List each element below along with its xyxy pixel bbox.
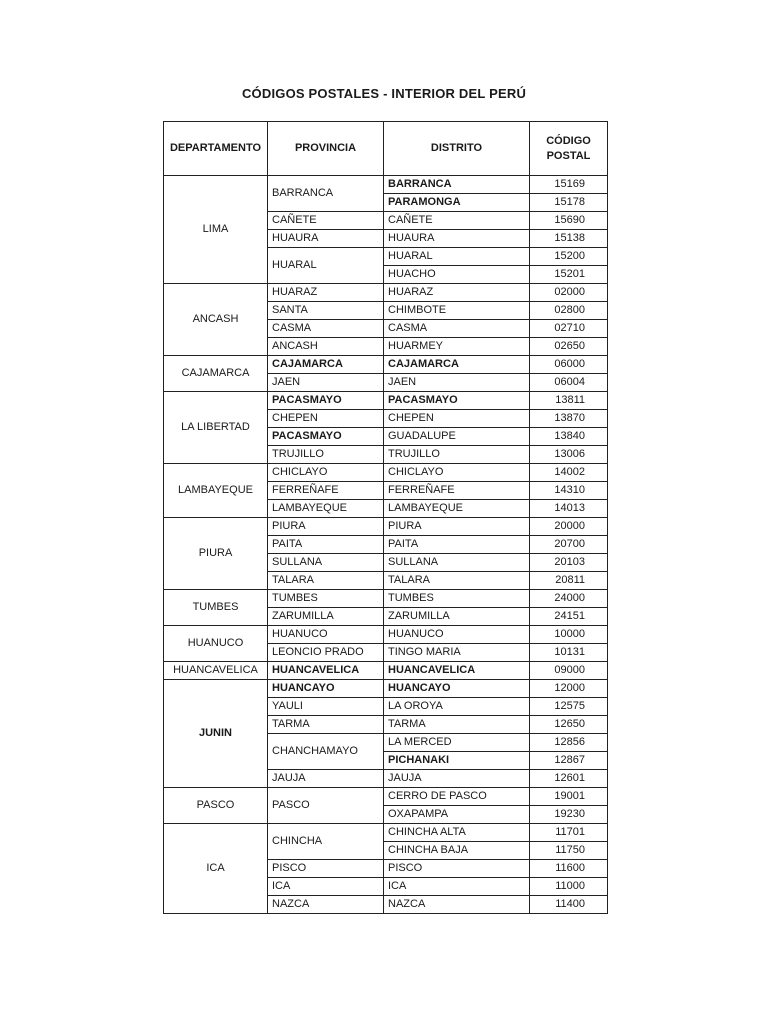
cell-provincia: BARRANCA xyxy=(268,176,384,212)
cell-distrito: CERRO DE PASCO xyxy=(384,788,530,806)
cell-codigo-postal: 13811 xyxy=(530,392,608,410)
cell-distrito: OXAPAMPA xyxy=(384,806,530,824)
cell-departamento: LAMBAYEQUE xyxy=(164,464,268,518)
cell-departamento: HUANCAVELICA xyxy=(164,662,268,680)
cell-departamento: PASCO xyxy=(164,788,268,824)
cell-provincia: ANCASH xyxy=(268,338,384,356)
cell-distrito: PACASMAYO xyxy=(384,392,530,410)
cell-departamento: ICA xyxy=(164,824,268,914)
cell-distrito: HUACHO xyxy=(384,266,530,284)
cell-distrito: TRUJILLO xyxy=(384,446,530,464)
cell-provincia: SANTA xyxy=(268,302,384,320)
cell-provincia: LEONCIO PRADO xyxy=(268,644,384,662)
table-row xyxy=(164,464,608,482)
cell-codigo-postal: 12856 xyxy=(530,734,608,752)
cell-distrito: PARAMONGA xyxy=(384,194,530,212)
cell-distrito: CAÑETE xyxy=(384,212,530,230)
cell-distrito: LA MERCED xyxy=(384,734,530,752)
table-body xyxy=(164,176,608,914)
header-codigo-postal: CÓDIGO POSTAL xyxy=(530,122,608,176)
cell-provincia: PACASMAYO xyxy=(268,392,384,410)
table-row xyxy=(164,392,608,410)
cell-provincia: FERREÑAFE xyxy=(268,482,384,500)
cell-codigo-postal: 20000 xyxy=(530,518,608,536)
cell-departamento: LIMA xyxy=(164,176,268,284)
cell-provincia: CHANCHAMAYO xyxy=(268,734,384,770)
cell-codigo-postal: 12575 xyxy=(530,698,608,716)
cell-codigo-postal: 14002 xyxy=(530,464,608,482)
cell-codigo-postal: 24000 xyxy=(530,590,608,608)
cell-distrito: SULLANA xyxy=(384,554,530,572)
cell-codigo-postal: 15138 xyxy=(530,230,608,248)
cell-codigo-postal: 02800 xyxy=(530,302,608,320)
cell-provincia: HUARAZ xyxy=(268,284,384,302)
cell-distrito: CAJAMARCA xyxy=(384,356,530,374)
table-header-row xyxy=(164,122,608,176)
cell-codigo-postal: 12601 xyxy=(530,770,608,788)
cell-distrito: GUADALUPE xyxy=(384,428,530,446)
table-row xyxy=(164,788,608,806)
cell-distrito: CHICLAYO xyxy=(384,464,530,482)
cell-provincia: CHICLAYO xyxy=(268,464,384,482)
cell-codigo-postal: 12867 xyxy=(530,752,608,770)
cell-distrito: LA OROYA xyxy=(384,698,530,716)
cell-distrito: HUARMEY xyxy=(384,338,530,356)
table-row xyxy=(164,662,608,680)
table-row xyxy=(164,824,608,842)
table-row xyxy=(164,590,608,608)
cell-distrito: ICA xyxy=(384,878,530,896)
cell-departamento: JUNIN xyxy=(164,680,268,788)
postal-code-table xyxy=(163,121,608,914)
cell-provincia: YAULI xyxy=(268,698,384,716)
cell-distrito: NAZCA xyxy=(384,896,530,914)
cell-departamento: CAJAMARCA xyxy=(164,356,268,392)
header-provincia: PROVINCIA xyxy=(268,122,384,176)
cell-codigo-postal: 15690 xyxy=(530,212,608,230)
cell-provincia: JAUJA xyxy=(268,770,384,788)
cell-provincia: CASMA xyxy=(268,320,384,338)
cell-departamento: PIURA xyxy=(164,518,268,590)
cell-codigo-postal: 11400 xyxy=(530,896,608,914)
cell-codigo-postal: 24151 xyxy=(530,608,608,626)
cell-codigo-postal: 06000 xyxy=(530,356,608,374)
table-row xyxy=(164,176,608,194)
table-row xyxy=(164,356,608,374)
cell-provincia: TALARA xyxy=(268,572,384,590)
cell-codigo-postal: 09000 xyxy=(530,662,608,680)
cell-distrito: HUANCAVELICA xyxy=(384,662,530,680)
cell-provincia: SULLANA xyxy=(268,554,384,572)
cell-codigo-postal: 20103 xyxy=(530,554,608,572)
cell-codigo-postal: 11750 xyxy=(530,842,608,860)
header-departamento: DEPARTAMENTO xyxy=(164,122,268,176)
cell-provincia: CAÑETE xyxy=(268,212,384,230)
cell-distrito: CASMA xyxy=(384,320,530,338)
cell-distrito: CHINCHA ALTA xyxy=(384,824,530,842)
cell-codigo-postal: 15178 xyxy=(530,194,608,212)
table-row xyxy=(164,680,608,698)
cell-provincia: HUANCAYO xyxy=(268,680,384,698)
cell-provincia: CAJAMARCA xyxy=(268,356,384,374)
cell-departamento: ANCASH xyxy=(164,284,268,356)
cell-distrito: HUARAZ xyxy=(384,284,530,302)
cell-provincia: LAMBAYEQUE xyxy=(268,500,384,518)
cell-codigo-postal: 02710 xyxy=(530,320,608,338)
cell-codigo-postal: 13840 xyxy=(530,428,608,446)
cell-codigo-postal: 20811 xyxy=(530,572,608,590)
cell-distrito: TALARA xyxy=(384,572,530,590)
cell-provincia: PACASMAYO xyxy=(268,428,384,446)
cell-distrito: JAUJA xyxy=(384,770,530,788)
cell-distrito: TINGO MARIA xyxy=(384,644,530,662)
cell-distrito: HUANUCO xyxy=(384,626,530,644)
cell-provincia: TUMBES xyxy=(268,590,384,608)
cell-provincia: JAEN xyxy=(268,374,384,392)
cell-provincia: ICA xyxy=(268,878,384,896)
cell-codigo-postal: 19001 xyxy=(530,788,608,806)
cell-distrito: JAEN xyxy=(384,374,530,392)
cell-codigo-postal: 10131 xyxy=(530,644,608,662)
cell-distrito: TARMA xyxy=(384,716,530,734)
cell-codigo-postal: 14310 xyxy=(530,482,608,500)
cell-codigo-postal: 10000 xyxy=(530,626,608,644)
cell-codigo-postal: 15201 xyxy=(530,266,608,284)
header-distrito: DISTRITO xyxy=(384,122,530,176)
cell-codigo-postal: 06004 xyxy=(530,374,608,392)
cell-provincia: ZARUMILLA xyxy=(268,608,384,626)
cell-departamento: HUANUCO xyxy=(164,626,268,662)
cell-distrito: BARRANCA xyxy=(384,176,530,194)
cell-provincia: CHINCHA xyxy=(268,824,384,860)
table-row xyxy=(164,284,608,302)
cell-codigo-postal: 20700 xyxy=(530,536,608,554)
cell-codigo-postal: 19230 xyxy=(530,806,608,824)
cell-codigo-postal: 11600 xyxy=(530,860,608,878)
cell-provincia: PISCO xyxy=(268,860,384,878)
cell-provincia: TARMA xyxy=(268,716,384,734)
cell-distrito: CHINCHA BAJA xyxy=(384,842,530,860)
cell-distrito: CHIMBOTE xyxy=(384,302,530,320)
cell-codigo-postal: 02000 xyxy=(530,284,608,302)
cell-codigo-postal: 02650 xyxy=(530,338,608,356)
cell-provincia: HUANUCO xyxy=(268,626,384,644)
cell-provincia: HUANCAVELICA xyxy=(268,662,384,680)
cell-codigo-postal: 13870 xyxy=(530,410,608,428)
cell-codigo-postal: 11701 xyxy=(530,824,608,842)
cell-provincia: NAZCA xyxy=(268,896,384,914)
cell-codigo-postal: 12650 xyxy=(530,716,608,734)
table-row xyxy=(164,626,608,644)
table-row xyxy=(164,518,608,536)
page-title: CÓDIGOS POSTALES - INTERIOR DEL PERÚ xyxy=(241,86,527,101)
cell-provincia: HUAURA xyxy=(268,230,384,248)
cell-provincia: HUARAL xyxy=(268,248,384,284)
cell-distrito: HUARAL xyxy=(384,248,530,266)
cell-distrito: PAITA xyxy=(384,536,530,554)
cell-distrito: PICHANAKI xyxy=(384,752,530,770)
cell-codigo-postal: 15169 xyxy=(530,176,608,194)
cell-codigo-postal: 14013 xyxy=(530,500,608,518)
cell-distrito: PIURA xyxy=(384,518,530,536)
cell-distrito: ZARUMILLA xyxy=(384,608,530,626)
cell-distrito: HUAURA xyxy=(384,230,530,248)
cell-distrito: FERREÑAFE xyxy=(384,482,530,500)
cell-distrito: TUMBES xyxy=(384,590,530,608)
cell-provincia: TRUJILLO xyxy=(268,446,384,464)
cell-distrito: LAMBAYEQUE xyxy=(384,500,530,518)
cell-departamento: LA LIBERTAD xyxy=(164,392,268,464)
cell-codigo-postal: 15200 xyxy=(530,248,608,266)
cell-distrito: HUANCAYO xyxy=(384,680,530,698)
cell-distrito: CHEPEN xyxy=(384,410,530,428)
cell-provincia: PAITA xyxy=(268,536,384,554)
cell-codigo-postal: 13006 xyxy=(530,446,608,464)
cell-provincia: PASCO xyxy=(268,788,384,824)
cell-distrito: PISCO xyxy=(384,860,530,878)
cell-codigo-postal: 12000 xyxy=(530,680,608,698)
cell-departamento: TUMBES xyxy=(164,590,268,626)
cell-provincia: CHEPEN xyxy=(268,410,384,428)
cell-codigo-postal: 11000 xyxy=(530,878,608,896)
cell-provincia: PIURA xyxy=(268,518,384,536)
